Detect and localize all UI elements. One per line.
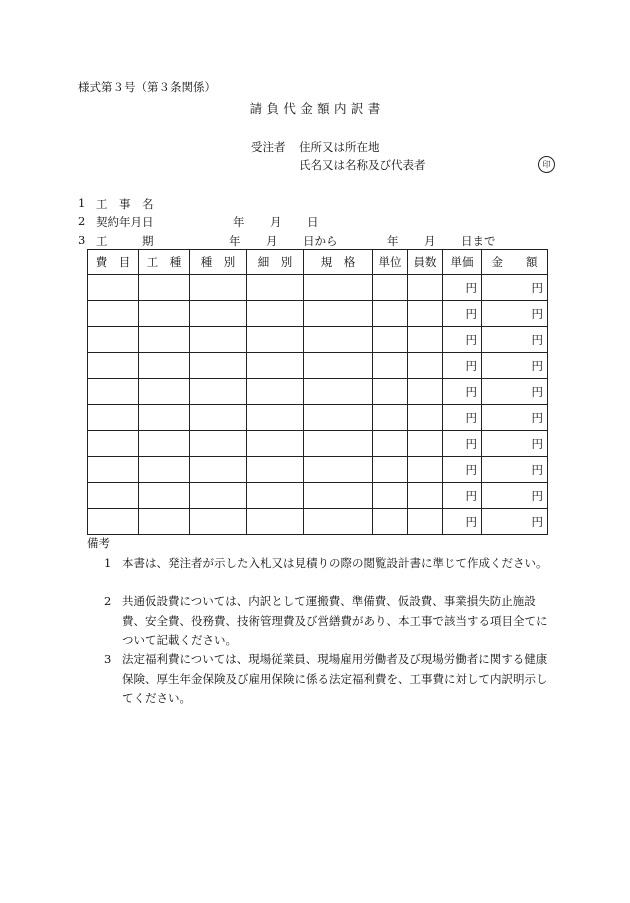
amount-cell: 円 <box>482 379 548 405</box>
table-cell <box>408 379 443 405</box>
note-item <box>104 650 556 709</box>
note-text: 本書は、発注者が示した入札又は見積りの際の閲覧設計書に準じて作成ください。 <box>122 556 548 570</box>
table-cell <box>139 509 190 535</box>
date-day: 日 <box>307 215 319 229</box>
amount-cell: 円 <box>482 275 548 301</box>
table-cell <box>304 509 373 535</box>
table-cell <box>373 457 408 483</box>
unit-price-cell: 円 <box>443 405 482 431</box>
item-label: 工 事 名 <box>96 197 154 211</box>
col-header-unit: 単位 <box>373 250 408 275</box>
item-number: 2 <box>78 214 86 228</box>
table-header-row <box>88 250 548 275</box>
amount-cell: 円 <box>482 457 548 483</box>
table-cell <box>304 275 373 301</box>
table-cell <box>190 405 247 431</box>
table-cell <box>247 379 304 405</box>
amount-cell: 円 <box>482 509 548 535</box>
table-cell <box>373 301 408 327</box>
table-cell <box>190 301 247 327</box>
unit-price-cell: 円 <box>443 483 482 509</box>
table-cell <box>139 327 190 353</box>
table-cell <box>408 509 443 535</box>
note-number: 2 <box>104 594 112 608</box>
representative-name-label: 氏名又は名称及び代表者 <box>299 158 426 172</box>
note-text: 法定福利費については、現場従業員、現場雇用労働者及び現場労働者に関する健康保険、厚生年金保険及び雇用保険に係る法定福利費を、工事費に対して内訳明示してください。 <box>122 652 548 705</box>
table-cell <box>88 405 139 431</box>
breakdown-table <box>87 249 548 535</box>
table-cell <box>190 379 247 405</box>
table-row <box>88 301 548 327</box>
table-cell <box>304 327 373 353</box>
table-row <box>88 457 548 483</box>
unit-price-cell: 円 <box>443 431 482 457</box>
table-cell <box>373 353 408 379</box>
table-cell <box>88 275 139 301</box>
table-cell <box>190 457 247 483</box>
amount-cell: 円 <box>482 431 548 457</box>
table-cell <box>408 327 443 353</box>
table-row <box>88 379 548 405</box>
table-cell <box>408 353 443 379</box>
amount-cell: 円 <box>482 353 548 379</box>
note-number: 3 <box>104 652 112 666</box>
table-cell <box>247 405 304 431</box>
note-item <box>104 554 556 574</box>
col-header-expense: 費 目 <box>88 250 139 275</box>
start-year: 年 <box>229 234 241 248</box>
table-cell <box>190 353 247 379</box>
item-number: 1 <box>78 196 86 210</box>
table-cell <box>88 457 139 483</box>
table-cell <box>88 301 139 327</box>
end-year: 年 <box>387 234 399 248</box>
amount-cell: 円 <box>482 405 548 431</box>
table-cell <box>304 483 373 509</box>
col-header-category: 種 別 <box>190 250 247 275</box>
note-item <box>104 592 556 651</box>
table-cell <box>373 379 408 405</box>
table-cell <box>247 457 304 483</box>
note-text: 共通仮設費については、内訳として運搬費、準備費、仮設費、事業損失防止施設費、安全費、役務費、技術管理費及び営繕費があり、本工事で該当する項目全てについて記載ください。 <box>122 594 548 647</box>
table-cell <box>373 483 408 509</box>
table-row <box>88 275 548 301</box>
table-cell <box>190 275 247 301</box>
table-cell <box>88 353 139 379</box>
table-cell <box>408 483 443 509</box>
table-cell <box>139 405 190 431</box>
table-cell <box>304 431 373 457</box>
contractor-label: 受注者 <box>251 140 286 154</box>
unit-price-cell: 円 <box>443 301 482 327</box>
table-cell <box>373 431 408 457</box>
col-header-unit-price: 単価 <box>443 250 482 275</box>
table-cell <box>139 431 190 457</box>
unit-price-cell: 円 <box>443 275 482 301</box>
table-cell <box>88 327 139 353</box>
table-row <box>88 327 548 353</box>
table-cell <box>373 509 408 535</box>
col-header-spec: 規 格 <box>304 250 373 275</box>
table-cell <box>247 353 304 379</box>
table-cell <box>88 431 139 457</box>
seal-mark-icon: 印 <box>538 156 555 173</box>
table-cell <box>408 405 443 431</box>
table-cell <box>247 483 304 509</box>
table-cell <box>304 405 373 431</box>
table-row <box>88 431 548 457</box>
table-row <box>88 405 548 431</box>
note-number: 1 <box>104 556 112 570</box>
notes-title: 備考 <box>87 536 110 550</box>
unit-price-cell: 円 <box>443 379 482 405</box>
table-cell <box>139 457 190 483</box>
table-row <box>88 509 548 535</box>
table-cell <box>304 457 373 483</box>
table-cell <box>139 301 190 327</box>
col-header-work-type: 工 種 <box>139 250 190 275</box>
table-cell <box>88 509 139 535</box>
table-cell <box>304 379 373 405</box>
end-day: 日まで <box>461 234 496 248</box>
document-title: 請 負 代 金 額 内 訳 書 <box>249 101 381 116</box>
table-cell <box>373 327 408 353</box>
table-row <box>88 483 548 509</box>
address-label: 住所又は所在地 <box>299 140 380 154</box>
table-cell <box>139 353 190 379</box>
table-cell <box>88 483 139 509</box>
item-label: 契約年月日 <box>96 215 154 229</box>
item-label: 工 期 <box>96 234 154 248</box>
item-number: 3 <box>78 233 86 247</box>
unit-price-cell: 円 <box>443 353 482 379</box>
col-header-quantity: 員数 <box>408 250 443 275</box>
table-row <box>88 353 548 379</box>
table-cell <box>139 275 190 301</box>
table-cell <box>247 275 304 301</box>
table-cell <box>247 509 304 535</box>
table-cell <box>408 431 443 457</box>
table-cell <box>373 275 408 301</box>
table-cell <box>304 301 373 327</box>
unit-price-cell: 円 <box>443 509 482 535</box>
amount-cell: 円 <box>482 301 548 327</box>
unit-price-cell: 円 <box>443 457 482 483</box>
table-cell <box>247 327 304 353</box>
date-year: 年 <box>233 215 245 229</box>
unit-price-cell: 円 <box>443 327 482 353</box>
table-cell <box>190 431 247 457</box>
col-header-amount: 金 額 <box>482 250 548 275</box>
table-cell <box>408 275 443 301</box>
amount-cell: 円 <box>482 327 548 353</box>
table-cell <box>139 379 190 405</box>
table-cell <box>190 327 247 353</box>
table-cell <box>88 379 139 405</box>
start-day: 日から <box>303 234 338 248</box>
table-cell <box>190 483 247 509</box>
table-cell <box>304 353 373 379</box>
table-cell <box>247 431 304 457</box>
col-header-subcategory: 細 別 <box>247 250 304 275</box>
amount-cell: 円 <box>482 483 548 509</box>
end-month: 月 <box>424 234 436 248</box>
table-cell <box>373 405 408 431</box>
table-cell <box>190 509 247 535</box>
date-month: 月 <box>270 215 282 229</box>
start-month: 月 <box>266 234 278 248</box>
table-cell <box>139 483 190 509</box>
table-cell <box>247 301 304 327</box>
table-cell <box>408 457 443 483</box>
table-cell <box>408 301 443 327</box>
form-number: 様式第３号（第３条関係） <box>78 80 216 94</box>
